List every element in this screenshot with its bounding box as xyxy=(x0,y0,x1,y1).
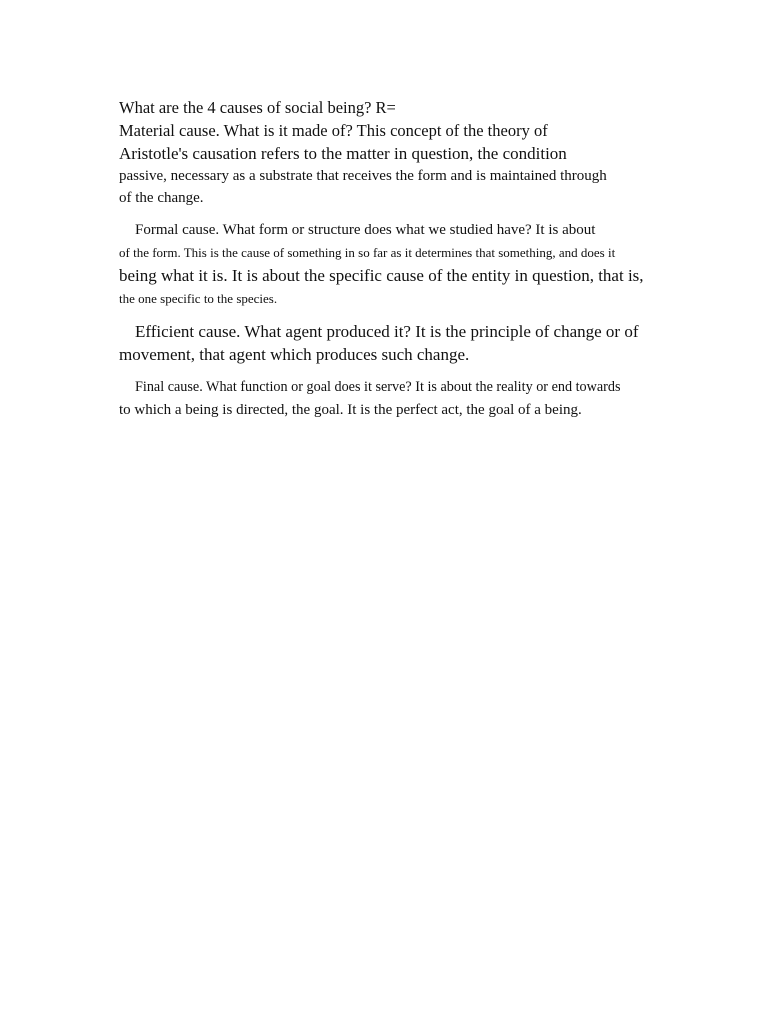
paragraph-efficient-cause xyxy=(119,320,679,366)
formal-line-1: Formal cause. What form or structure does what we studied have? It is about xyxy=(135,222,596,238)
question-heading: What are the 4 causes of social being? R= xyxy=(119,98,396,117)
efficient-line-2: movement, that agent which produces such change. xyxy=(119,345,470,364)
paragraph-gap xyxy=(119,366,679,376)
paragraph-final-cause xyxy=(119,376,679,421)
material-line-4: of the change. xyxy=(119,190,204,206)
formal-line-4: the one specific to the species. xyxy=(119,291,278,306)
final-line-2: to which a being is directed, the goal. It is the perfect act, the goal of a being. xyxy=(119,402,582,418)
material-line-1: Material cause. What is it made of? This concept of the theory of xyxy=(119,121,548,140)
paragraph-gap xyxy=(119,209,679,219)
formal-line-3: being what it is. It is about the specific cause of the entity in question, that is, xyxy=(119,266,644,285)
final-line-1: Final cause. What function or goal does it serve? It is about the reality or end towards xyxy=(135,379,621,395)
efficient-line-1: Efficient cause. What agent produced it? It is the principle of change or of xyxy=(135,322,639,341)
paragraph-material-cause xyxy=(119,119,679,209)
material-line-2: Aristotle's causation refers to the matter in question, the condition xyxy=(119,144,567,163)
material-line-3: passive, necessary as a substrate that receives the form and is maintained through xyxy=(119,168,607,184)
paragraph-formal-cause xyxy=(119,219,679,310)
document-body xyxy=(119,96,679,421)
formal-line-2: of the form. This is the cause of something in so far as it determines that something, and does it xyxy=(119,245,616,260)
paragraph-gap xyxy=(119,310,679,320)
